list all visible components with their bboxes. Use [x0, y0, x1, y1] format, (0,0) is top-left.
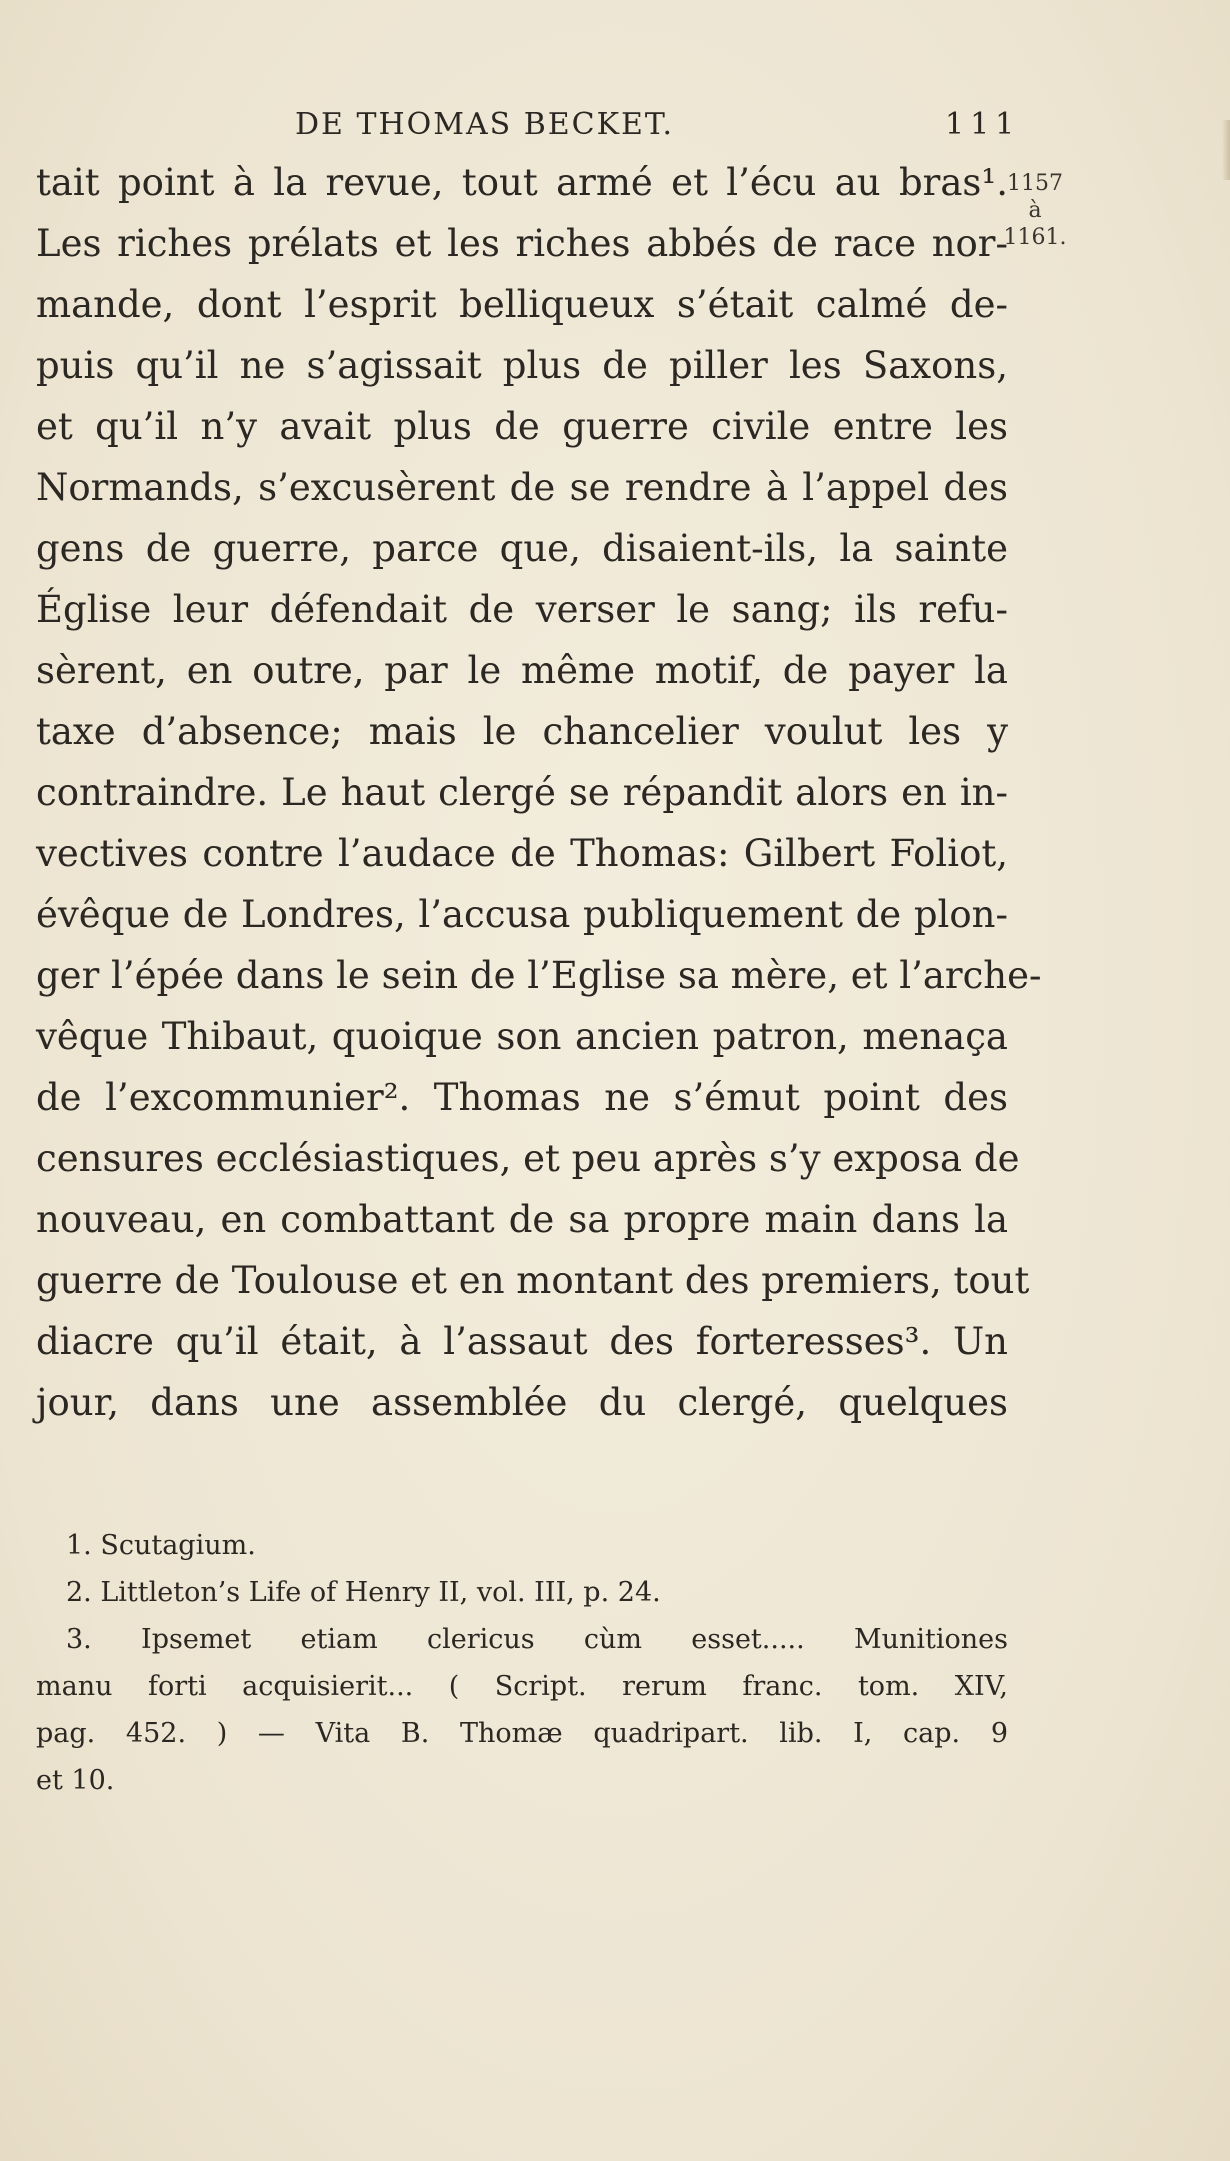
text-line: gens de guerre, parce que, disaient-ils, la sainte — [36, 527, 1008, 570]
text-line: censures ecclésiastiques, et peu après s’y exposa de — [36, 1137, 1020, 1180]
footnotes — [36, 1522, 1008, 1804]
text-line: contraindre. Le haut clergé se répandit alors en in- — [36, 771, 1008, 814]
text-line: taxe d’absence; mais le chancelier voulut les y — [36, 710, 1008, 753]
footnote-3-cont: et 10. — [36, 1765, 115, 1796]
footnote-3: 3. Ipsemet etiam clericus cùm esset..... Munitiones — [66, 1624, 1008, 1655]
text-line: sèrent, en outre, par le même motif, de payer la — [36, 649, 1008, 692]
text-line: diacre qu’il était, à l’assaut des forteresses³. Un — [36, 1320, 1008, 1363]
margin-year-start: 1157 — [1007, 171, 1063, 196]
margin-connector: à — [1028, 198, 1042, 223]
text-line: Église leur défendait de verser le sang; ils refu- — [36, 588, 1008, 631]
text-line: Les riches prélats et les riches abbés de race nor- — [36, 222, 1008, 265]
text-line: et qu’il n’y avait plus de guerre civile entre les — [36, 405, 1008, 448]
text-line: vectives contre l’audace de Thomas: Gilbert Foliot, — [36, 832, 1008, 875]
text-line: guerre de Toulouse et en montant des premiers, tout — [36, 1259, 1030, 1302]
text-line: ger l’épée dans le sein de l’Eglise sa mère, et l’arche- — [36, 954, 1042, 997]
running-title: DE THOMAS BECKET. — [295, 107, 675, 142]
text-line: nouveau, en combattant de sa propre main dans la — [36, 1198, 1008, 1241]
text-line: de l’excommunier². Thomas ne s’émut point des — [36, 1076, 1008, 1119]
text-line: tait point à la revue, tout armé et l’écu au bras¹. — [36, 161, 1008, 204]
text-line: vêque Thibaut, quoique son ancien patron, menaça — [36, 1015, 1008, 1058]
text-line: puis qu’il ne s’agissait plus de piller les Saxons, — [36, 344, 1008, 387]
text-line: jour, dans une assemblée du clergé, quelques — [36, 1381, 1008, 1424]
margin-year-end: 1161. — [1003, 225, 1067, 250]
page-header — [0, 107, 1230, 147]
text-line: mande, dont l’esprit belliqueux s’était calmé de- — [36, 283, 1008, 326]
footnote-2: 2. Littleton’s Life of Henry II, vol. III, p. 24. — [66, 1577, 661, 1608]
text-line: évêque de Londres, l’accusa publiquement de plon- — [36, 893, 1008, 936]
margin-date-note — [1000, 170, 1070, 251]
page-number: 111 — [945, 107, 1021, 142]
footnote-1: 1. Scutagium. — [66, 1530, 256, 1561]
footnote-3-cont: pag. 452. ) — Vita B. Thomæ quadripart. lib. I, cap. 9 — [36, 1718, 1008, 1749]
text-line: Normands, s’excusèrent de se rendre à l’appel des — [36, 466, 1008, 509]
footnote-3-cont: manu forti acquisierit... ( Script. rerum franc. tom. XIV, — [36, 1671, 1008, 1702]
